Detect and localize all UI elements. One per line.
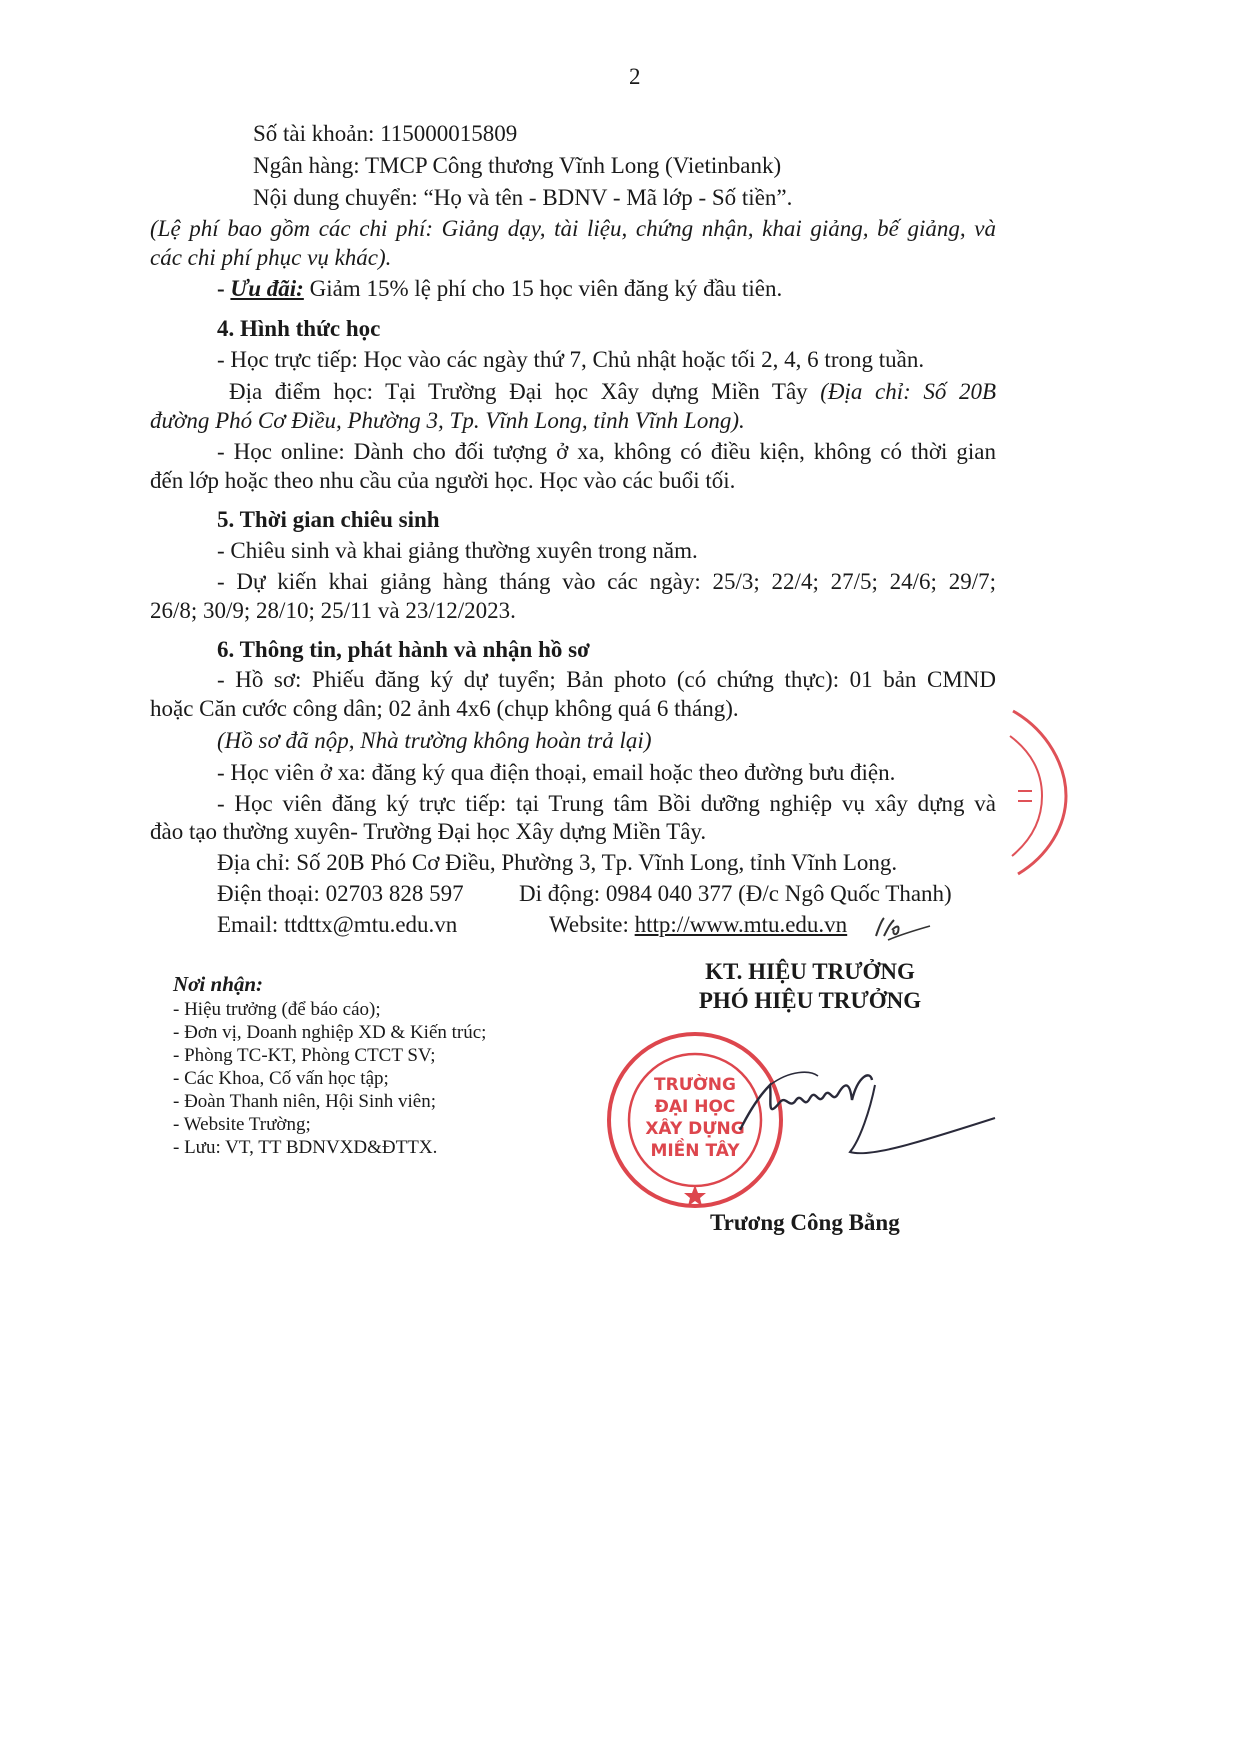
recipient-item: - Đơn vị, Doanh nghiệp XD & Kiến trúc; bbox=[173, 1022, 487, 1043]
page-number: 2 bbox=[629, 64, 641, 89]
section-6-heading: 6. Thông tin, phát hành và nhận hồ sơ bbox=[217, 637, 590, 662]
discount-dash: - bbox=[217, 276, 231, 301]
handwritten-signature bbox=[700, 1040, 1000, 1180]
seal-text-3: XÂY DỰNG bbox=[645, 1119, 745, 1139]
section-4-heading: 4. Hình thức học bbox=[217, 316, 381, 341]
account-number: Số tài khoản: 115000015809 bbox=[253, 121, 518, 146]
recipient-item: - Website Trường; bbox=[173, 1114, 311, 1135]
section-6-remote: - Học viên ở xa: đăng ký qua điện thoại, email hoặc theo đường bưu điện. bbox=[217, 760, 896, 785]
recipient-item: - Đoàn Thanh niên, Hội Sinh viên; bbox=[173, 1091, 436, 1112]
signer-name: Trương Công Bằng bbox=[710, 1210, 900, 1235]
location-address-1: (Địa chỉ: Số 20B bbox=[820, 379, 997, 404]
section-6-phone: Điện thoại: 02703 828 597 bbox=[217, 881, 464, 906]
discount-line bbox=[217, 274, 782, 304]
section-6-direct-1: - Học viên đăng ký trực tiếp: tại Trung tâm Bồi dưỡng nghiệp vụ xây dựng và bbox=[217, 791, 996, 816]
signature-title-2: PHÓ HIỆU TRƯỞNG bbox=[698, 988, 922, 1013]
section-4-online-1: - Học online: Dành cho đối tượng ở xa, không có điều kiện, không có thời gian bbox=[217, 439, 996, 464]
section-5-line-3: 26/8; 30/9; 28/10; 25/11 và 23/12/2023. bbox=[150, 598, 516, 623]
recipients-heading: Nơi nhận: bbox=[173, 972, 264, 996]
website-label: Website: bbox=[549, 912, 635, 937]
initials-mark bbox=[868, 906, 938, 946]
recipient-item: - Hiệu trưởng (để báo cáo); bbox=[173, 999, 381, 1020]
transfer-content: Nội dung chuyển: “Họ và tên - BDNV - Mã lớp - Số tiền”. bbox=[253, 185, 793, 210]
seal-text-2: ĐẠI HỌC bbox=[654, 1097, 736, 1117]
recipient-item: - Lưu: VT, TT BDNVXD&ĐTTX. bbox=[173, 1137, 438, 1158]
fee-note-line-1: (Lệ phí bao gồm các chi phí: Giảng dạy, tài liệu, chứng nhận, khai giảng, bế giảng, và bbox=[150, 216, 996, 241]
section-5-line-1: - Chiêu sinh và khai giảng thường xuyên trong năm. bbox=[217, 538, 698, 563]
partial-seal-margin bbox=[1008, 706, 1068, 876]
section-6-docs-1: - Hồ sơ: Phiếu đăng ký dự tuyển; Bản photo (có chứng thực): 01 bản CMND bbox=[217, 667, 996, 692]
bank-name: Ngân hàng: TMCP Công thương Vĩnh Long (Vietinbank) bbox=[253, 153, 782, 178]
section-6-docs-note: (Hồ sơ đã nộp, Nhà trường không hoàn trả lại) bbox=[217, 728, 652, 753]
seal-text-1: TRƯỜNG bbox=[654, 1075, 736, 1095]
section-6-direct-2: đào tạo thường xuyên- Trường Đại học Xây dựng Miền Tây. bbox=[150, 819, 707, 844]
section-5-heading: 5. Thời gian chiêu sinh bbox=[217, 507, 440, 532]
section-4-location bbox=[229, 377, 996, 407]
seal-text-4: MIỀN TÂY bbox=[650, 1141, 740, 1161]
recipient-item: - Phòng TC-KT, Phòng CTCT SV; bbox=[173, 1045, 436, 1066]
signature-title-1: KT. HIỆU TRƯỞNG bbox=[705, 959, 915, 984]
website-link[interactable]: http://www.mtu.edu.vn bbox=[634, 912, 848, 937]
section-5-line-2: - Dự kiến khai giảng hàng tháng vào các ngày: 25/3; 22/4; 27/5; 24/6; 29/7; bbox=[217, 569, 996, 594]
section-4-location-2: đường Phó Cơ Điều, Phường 3, Tp. Vĩnh Long, tỉnh Vĩnh Long). bbox=[150, 408, 745, 433]
section-6-docs-2: hoặc Căn cước công dân; 02 ảnh 4x6 (chụp không quá 6 tháng). bbox=[150, 696, 739, 721]
section-6-website bbox=[549, 910, 847, 940]
discount-label: Ưu đãi: bbox=[230, 276, 304, 301]
section-6-address: Địa chỉ: Số 20B Phó Cơ Điều, Phường 3, Tp. Vĩnh Long, tỉnh Vĩnh Long. bbox=[217, 850, 898, 875]
discount-text: Giảm 15% lệ phí cho 15 học viên đăng ký đầu tiên. bbox=[303, 276, 783, 301]
section-4-direct: - Học trực tiếp: Học vào các ngày thứ 7, Chủ nhật hoặc tối 2, 4, 6 trong tuần. bbox=[217, 347, 925, 372]
location-prefix: Địa điểm học: Tại Trường Đại học Xây dựng Miền Tây bbox=[229, 379, 821, 404]
section-6-email: Email: ttdttx@mtu.edu.vn bbox=[217, 912, 458, 937]
recipient-item: - Các Khoa, Cố vấn học tập; bbox=[173, 1068, 389, 1089]
section-6-mobile: Di động: 0984 040 377 (Đ/c Ngô Quốc Thanh) bbox=[519, 881, 952, 906]
fee-note-line-2: các chi phí phục vụ khác). bbox=[150, 245, 392, 270]
section-4-online-2: đến lớp hoặc theo nhu cầu của người học. Học vào các buổi tối. bbox=[150, 468, 736, 493]
